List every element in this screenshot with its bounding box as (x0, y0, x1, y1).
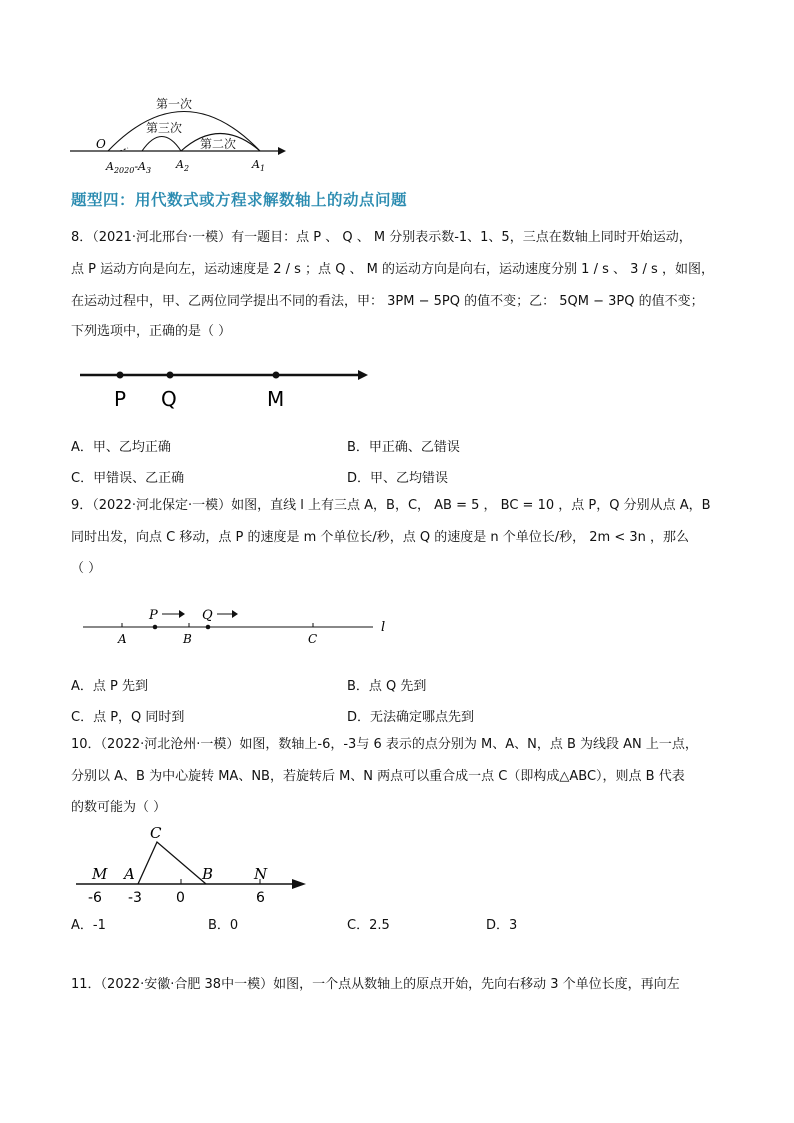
q10-triangle-figure (70, 822, 320, 908)
q9-option-c: C．点 P，Q 同时到 (71, 710, 185, 725)
q10-line-3: 的数可能为（ ） (71, 800, 167, 815)
point-p (153, 625, 158, 630)
point-m (273, 372, 280, 379)
q10-line-1: 10．（2022·河北沧州·一模）如图，数轴上-6，-3与 6 表示的点分别为 M、A、N，点 B 为线段 AN 上一点， (71, 737, 698, 752)
q8-line-3: 在运动过程中，甲、乙两位同学提出不同的看法，甲： 3PM − 5PQ 的值不变；乙： 5QM − 3PQ 的值不变； (71, 294, 704, 309)
label-b: B (202, 865, 214, 883)
tick-label-6: 6 (256, 890, 265, 906)
q9-line-figure (75, 600, 395, 648)
q8-option-b: B．甲正确、乙错误 (347, 440, 460, 455)
q9-line-1: 9．（2022·河北保定·一模）如图，直线 l 上有三点 A，B，C， AB = 5 ， BC = 10 ，点 P，Q 分别从点 A，B (71, 498, 711, 513)
label-q: Q (161, 387, 177, 411)
q10-option-d: D．3 (486, 918, 518, 933)
q9-option-a: A．点 P 先到 (71, 679, 148, 694)
q9-option-b: B．点 Q 先到 (347, 679, 427, 694)
label-p: P (149, 608, 158, 623)
point-p (117, 372, 124, 379)
arc-first (108, 112, 260, 152)
q9-option-d: D．无法确定哪点先到 (347, 710, 475, 725)
q10-option-a: A．-1 (71, 918, 106, 933)
label-p: P (114, 387, 127, 411)
triangle-abc (138, 842, 206, 884)
label-n: N (254, 865, 268, 883)
tick-label-0: 0 (176, 890, 185, 906)
label-b: B (183, 632, 192, 646)
point-a2-label: $A_2$ (176, 158, 190, 173)
point-a1-label: $A_1$ (252, 158, 266, 173)
q11-line-1: 11．（2022·安徽·合肥 38中一模）如图，一个点从数轴上的原点开始，先向右移动 3 个单位长度，再向左 (71, 977, 680, 992)
tick-label-neg6: -6 (88, 890, 102, 906)
q8-option-d: D．甲、乙均错误 (347, 471, 449, 486)
q10-line-2: 分别以 A、B 为中心旋转 MA、NB，若旋转后 M、N 两点可以重合成一点 C（即构成△ABC），则点 B 代表 (71, 769, 685, 784)
label-q: Q (202, 608, 213, 623)
tick-label-neg3: -3 (128, 890, 142, 906)
point-q (206, 625, 211, 630)
label-a: A (124, 865, 135, 883)
point-q (167, 372, 174, 379)
q10-option-b: B．0 (208, 918, 239, 933)
q9-line-2: 同时出发，向点 C 移动，点 P 的速度是 m 个单位长/秒，点 Q 的速度是 n 个单位长/秒， 2m < 3n ，那么 (71, 530, 690, 545)
q8-number-line-figure (70, 360, 380, 415)
arc-third (142, 137, 181, 152)
label-m: M (92, 865, 108, 883)
section-title: 题型四：用代数式或方程求解数轴上的动点问题 (71, 191, 408, 209)
point-a2020-label: $A_{2020}-A_3$ (106, 160, 152, 175)
q8-line-1: 8．（2021·河北邢台·一模）有一题目：点 P 、 Q 、 M 分别表示数-1、1、5，三点在数轴上同时开始运动， (71, 230, 692, 245)
arc-label-first: 第一次 (156, 97, 193, 111)
origin-label: O (96, 137, 106, 151)
label-c: C (308, 632, 318, 646)
arc-label-third: 第三次 (146, 121, 183, 135)
label-m: M (267, 387, 285, 411)
q8-line-4: 下列选项中，正确的是（ ） (71, 324, 232, 339)
label-a: A (118, 632, 127, 646)
arrow-head (278, 147, 286, 155)
q10-option-c: C．2.5 (347, 918, 390, 933)
jump-arcs-figure (60, 88, 300, 178)
arc-label-second: 第二次 (200, 137, 237, 151)
q8-option-c: C．甲错误、乙正确 (71, 471, 185, 486)
q8-line-2: 点 P 运动方向是向左，运动速度是 2 / s ；点 Q 、 M 的运动方向是向右，运动速度分别 1 / s 、 3 / s ，如图， (71, 262, 714, 277)
q8-option-a: A．甲、乙均正确 (71, 440, 171, 455)
label-c: C (150, 824, 162, 842)
label-l: l (381, 620, 386, 635)
q9-line-3: （ ） (71, 561, 102, 576)
